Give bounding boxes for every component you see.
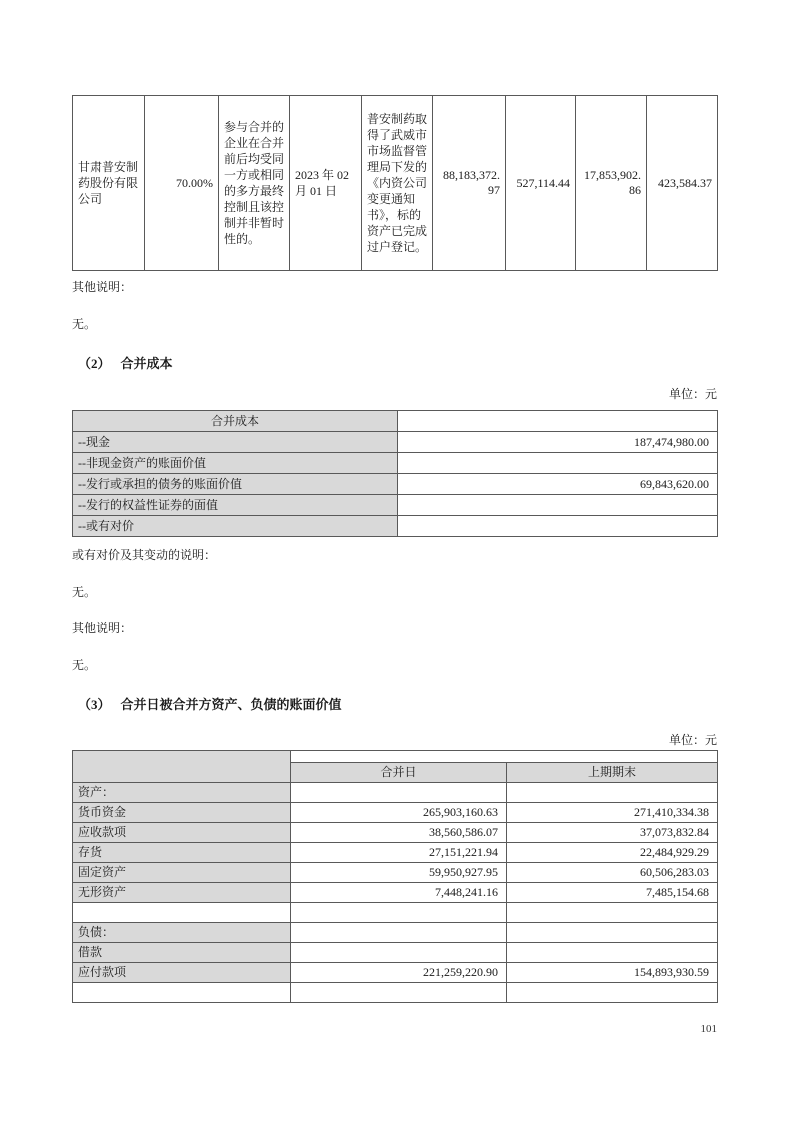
prior-period-value-cell [507,983,718,1003]
table-header-row [73,411,718,432]
prior-period-column-header: 上期期末 [507,763,718,783]
row-label-cell: 借款 [73,943,291,963]
section-2-title: 合并成本 [120,356,173,371]
row-label-cell: 无形资产 [73,883,291,903]
company-name-cell: 甘肃普安制药股份有限公司 [73,96,145,271]
table-row [73,783,718,803]
contingent-consideration-label: 或有对价及其变动的说明： [72,548,217,562]
merge-date-value-cell: 27,151,221.94 [291,843,507,863]
row-label-cell: 应付款项 [73,963,291,983]
amount-cell-3: 17,853,902.86 [576,96,647,271]
other-notes-label: 其他说明： [72,621,133,635]
row-value-cell [398,453,718,474]
row-value-cell: 187,474,980.00 [398,432,718,453]
merge-date-value-cell: 38,560,586.07 [291,823,507,843]
row-label-cell: 存货 [73,843,291,863]
merger-date-cell: 2023 年 02 月 01 日 [290,96,362,271]
empty-header-cell [398,411,718,432]
prior-period-value-cell [507,783,718,803]
merge-date-value-cell [291,903,507,923]
row-label-cell: 资产： [73,783,291,803]
merger-cost-table [72,410,718,537]
row-label-cell: --或有对价 [73,516,398,537]
row-label-cell: 负债： [73,923,291,943]
table-header-row-top [73,751,718,763]
table-row [73,803,718,823]
control-basis-cell: 参与合并的企业在合并前后均受同一方或相同的多方最终控制且该控制并非暂时性的。 [219,96,290,271]
table-row [73,453,718,474]
prior-period-value-cell: 7,485,154.68 [507,883,718,903]
prior-period-value-cell: 37,073,832.84 [507,823,718,843]
row-label-cell [73,983,291,1003]
merger-continuation-table [72,95,718,271]
row-label-cell [73,903,291,923]
row-label-cell: 固定资产 [73,863,291,883]
row-label-cell: 货币资金 [73,803,291,823]
amount-cell-2: 527,114.44 [506,96,576,271]
unit-label: 单位：元 [668,387,717,401]
prior-period-value-cell [507,943,718,963]
page-content [72,95,717,1036]
table-row [73,923,718,943]
merge-date-value-cell: 221,259,220.90 [291,963,507,983]
row-value-cell [398,516,718,537]
row-label-cell: 应收款项 [73,823,291,843]
table-row [73,516,718,537]
merge-date-value-cell: 265,903,160.63 [291,803,507,823]
table-row [73,96,718,271]
registration-note-cell: 普安制药取得了武威市市场监督管理局下发的《内资公司变更通知书》，标的资产已完成过户登记。 [362,96,433,271]
section-3-title: 合并日被合并方资产、负债的账面价值 [120,697,342,712]
table-row [73,863,718,883]
prior-period-value-cell [507,923,718,943]
table-row [73,432,718,453]
row-label-cell: --发行或承担的债务的账面价值 [73,474,398,495]
section-2-heading [72,355,717,372]
section-3-heading [72,696,717,713]
merge-date-value-cell: 7,448,241.16 [291,883,507,903]
equity-ratio-cell: 70.00% [145,96,219,271]
prior-period-value-cell: 60,506,283.03 [507,863,718,883]
none-text: 无。 [72,317,97,331]
merger-cost-header-cell: 合并成本 [73,411,398,432]
merge-date-value-cell: 59,950,927.95 [291,863,507,883]
unit-label: 单位：元 [668,733,717,747]
row-label-cell: --现金 [73,432,398,453]
none-text: 无。 [72,585,97,599]
table-row [73,943,718,963]
merge-date-value-cell [291,923,507,943]
merge-date-value-cell [291,943,507,963]
row-value-cell [398,495,718,516]
none-text: 无。 [72,658,97,672]
table-row [73,963,718,983]
section-2-number: （2） [78,356,111,371]
merge-date-value-cell [291,983,507,1003]
book-value-table [72,750,718,1003]
table-row [73,883,718,903]
prior-period-value-cell [507,903,718,923]
row-label-cell: --发行的权益性证券的面值 [73,495,398,516]
amount-cell-1: 88,183,372.97 [433,96,506,271]
table-row [73,843,718,863]
amount-cell-4: 423,584.37 [647,96,718,271]
empty-header-cell [291,751,718,763]
table-row [73,823,718,843]
merge-date-column-header: 合并日 [291,763,507,783]
prior-period-value-cell: 22,484,929.29 [507,843,718,863]
corner-header-cell [73,751,291,783]
section-3-number: （3） [78,697,111,712]
table-row [73,474,718,495]
table-row [73,495,718,516]
prior-period-value-cell: 271,410,334.38 [507,803,718,823]
table-row-blank [73,983,718,1003]
merge-date-value-cell [291,783,507,803]
other-notes-label: 其他说明： [72,280,133,294]
row-label-cell: --非现金资产的账面价值 [73,453,398,474]
row-value-cell: 69,843,620.00 [398,474,718,495]
prior-period-value-cell: 154,893,930.59 [507,963,718,983]
page-number: 101 [700,1023,717,1035]
table-row-blank [73,903,718,923]
